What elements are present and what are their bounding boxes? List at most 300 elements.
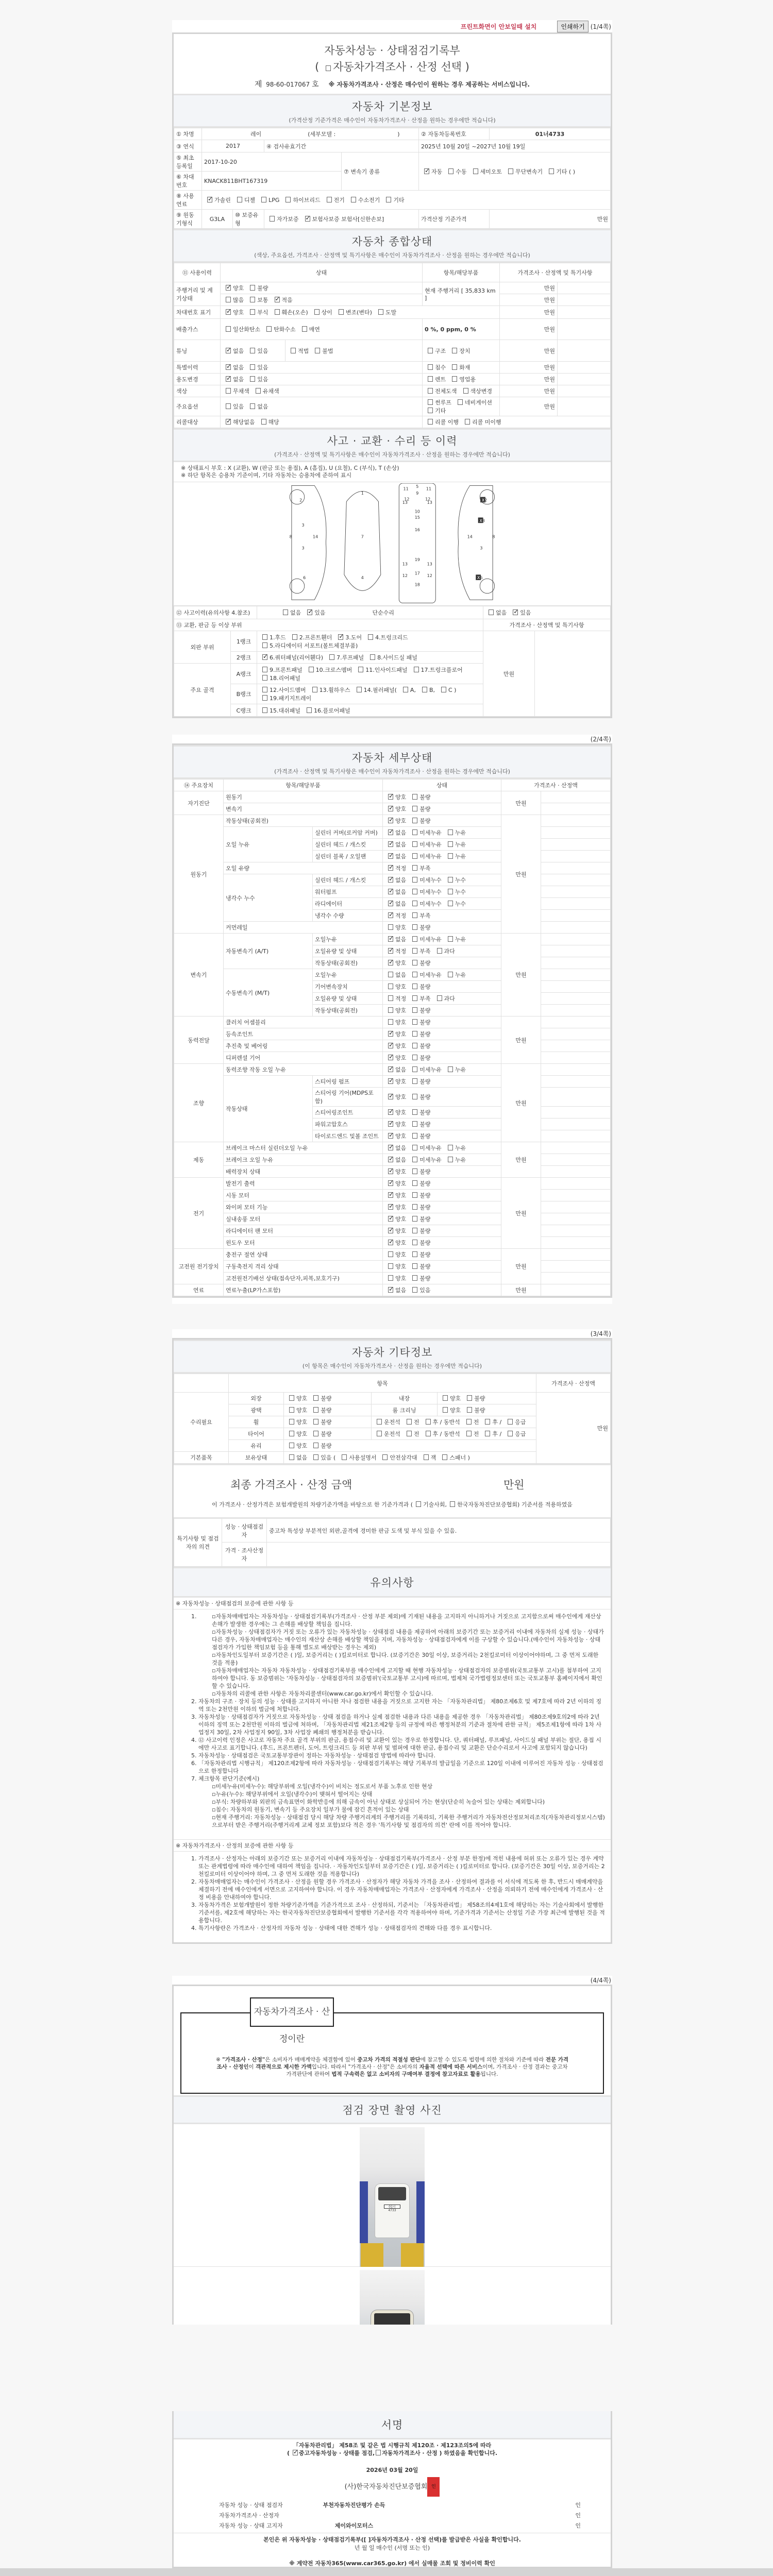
checkbox-option[interactable]: [385, 1077, 406, 1086]
checkbox-option[interactable]: [445, 900, 466, 908]
checkbox-option[interactable]: [409, 959, 430, 967]
checkbox-icon[interactable]: [250, 403, 255, 409]
checkbox-icon[interactable]: [351, 197, 356, 202]
checkbox-option[interactable]: [425, 375, 446, 383]
checked-box-icon[interactable]: [226, 376, 231, 382]
checkbox-option[interactable]: [286, 1453, 307, 1462]
checkbox-icon[interactable]: [302, 326, 307, 332]
checkbox-option[interactable]: [385, 1274, 406, 1282]
checked-box-icon[interactable]: [388, 1157, 393, 1162]
checkbox-icon[interactable]: [256, 388, 261, 394]
checkbox-option[interactable]: [482, 1418, 501, 1426]
checkbox-option[interactable]: [385, 1108, 406, 1116]
checkbox-option[interactable]: [409, 805, 430, 813]
checkbox-option[interactable]: [421, 1453, 436, 1462]
checkbox-option[interactable]: [463, 1430, 479, 1438]
checkbox-icon[interactable]: [412, 829, 417, 835]
checkbox-option[interactable]: [247, 347, 268, 355]
checkbox-option[interactable]: [385, 864, 406, 872]
checkbox-option[interactable]: [425, 387, 457, 395]
checkbox-option[interactable]: [425, 406, 446, 415]
checkbox-option[interactable]: [409, 1108, 430, 1116]
checkbox-icon[interactable]: [448, 889, 453, 894]
checked-box-icon[interactable]: [262, 654, 267, 660]
checkbox-icon[interactable]: [412, 1275, 417, 1281]
checkbox-option[interactable]: [385, 1215, 406, 1223]
checkbox-icon[interactable]: [412, 948, 417, 954]
checkbox-option[interactable]: [263, 325, 296, 333]
checkbox-option[interactable]: [439, 1453, 470, 1462]
checkbox-option[interactable]: [445, 840, 466, 849]
checkbox-option[interactable]: [409, 947, 430, 955]
checkbox-option[interactable]: [385, 1093, 406, 1101]
checkbox-option[interactable]: [404, 1430, 419, 1438]
checkbox-option[interactable]: [272, 296, 293, 304]
horizontal-scrollbar[interactable]: [0, 2568, 773, 2576]
checked-box-icon[interactable]: [513, 609, 518, 615]
checkbox-option[interactable]: [365, 633, 408, 641]
checkbox-icon[interactable]: [315, 348, 320, 353]
checkbox-option[interactable]: [258, 418, 279, 426]
checkbox-option[interactable]: [385, 1262, 406, 1270]
checkbox-option[interactable]: [438, 687, 456, 693]
checked-box-icon[interactable]: [226, 285, 231, 291]
checkbox-icon[interactable]: [428, 419, 433, 425]
checkbox-option[interactable]: [445, 852, 466, 860]
checkbox-option[interactable]: [385, 1286, 406, 1294]
checkbox-icon[interactable]: [508, 1419, 513, 1425]
checkbox-icon[interactable]: [428, 399, 433, 405]
checkbox-option[interactable]: [310, 1394, 331, 1402]
checkbox-option[interactable]: [409, 1065, 442, 1074]
checkbox-icon[interactable]: [313, 1407, 318, 1413]
checkbox-icon[interactable]: [313, 1419, 318, 1425]
checkbox-icon[interactable]: [226, 326, 231, 332]
checkbox-option[interactable]: [423, 1430, 460, 1438]
checkbox-option[interactable]: [223, 418, 255, 426]
checkbox-option[interactable]: [385, 1179, 406, 1188]
checkbox-option[interactable]: [385, 1018, 406, 1026]
checkbox-option[interactable]: [445, 1144, 466, 1152]
checkbox-icon[interactable]: [327, 197, 332, 202]
checkbox-icon[interactable]: [412, 853, 417, 859]
checkbox-icon[interactable]: [262, 642, 267, 648]
checkbox-icon[interactable]: [262, 707, 267, 713]
checkbox-option[interactable]: [409, 1093, 430, 1101]
checked-box-icon[interactable]: [388, 865, 393, 871]
checkbox-option[interactable]: [310, 1442, 331, 1450]
checkbox-icon[interactable]: [428, 388, 433, 394]
checkbox-option[interactable]: [409, 840, 442, 849]
checkbox-icon[interactable]: [226, 403, 231, 409]
checkbox-option[interactable]: [385, 947, 406, 955]
checkbox-option[interactable]: [335, 308, 372, 316]
checkbox-option[interactable]: [385, 876, 406, 884]
checkbox[interactable]: [450, 1501, 455, 1507]
checkbox-icon[interactable]: [262, 687, 267, 692]
checkbox-option[interactable]: [409, 1042, 430, 1050]
checkbox-option[interactable]: [409, 1227, 430, 1235]
checkbox-icon[interactable]: [412, 818, 417, 823]
checked-box-icon[interactable]: [388, 1078, 393, 1084]
checkbox-option[interactable]: [409, 1156, 442, 1164]
checkbox-option[interactable]: [223, 284, 244, 292]
checkbox-icon[interactable]: [412, 1109, 417, 1115]
checkbox-option[interactable]: [354, 686, 397, 694]
checkbox-option[interactable]: [409, 1054, 430, 1062]
checkbox-option[interactable]: [449, 347, 470, 355]
checkbox-icon[interactable]: [412, 1133, 417, 1139]
checkbox-option[interactable]: [445, 167, 466, 176]
checkbox-icon[interactable]: [275, 309, 280, 315]
checkbox-option[interactable]: [409, 923, 430, 931]
checkbox-option[interactable]: [425, 418, 459, 426]
checkbox-icon[interactable]: [412, 912, 417, 918]
checkbox-icon[interactable]: [442, 1454, 447, 1460]
checkbox-option[interactable]: [409, 971, 442, 979]
checkbox-icon[interactable]: [412, 1031, 417, 1037]
checkbox-icon[interactable]: [466, 1419, 472, 1425]
checkbox-icon[interactable]: [549, 168, 554, 174]
checkbox-icon[interactable]: [388, 1019, 393, 1025]
checked-box-icon[interactable]: [388, 1031, 393, 1037]
checkbox-option[interactable]: [223, 375, 244, 383]
checkbox-icon[interactable]: [428, 364, 433, 370]
checkbox-icon[interactable]: [485, 1431, 490, 1436]
checkbox-icon[interactable]: [283, 609, 288, 615]
checkbox-icon[interactable]: [412, 865, 417, 871]
checkbox-icon[interactable]: [412, 1216, 417, 1222]
checkbox-option[interactable]: [247, 402, 268, 411]
checkbox-icon[interactable]: [412, 1240, 417, 1245]
checked-box-icon[interactable]: [388, 960, 393, 965]
checkbox-icon[interactable]: [458, 399, 463, 405]
checkbox-option[interactable]: [385, 1239, 406, 1247]
checkbox-icon[interactable]: [313, 1443, 318, 1448]
checkbox-option[interactable]: [409, 793, 430, 801]
checkbox-icon[interactable]: [424, 1454, 429, 1460]
checkbox-icon[interactable]: [412, 794, 417, 800]
checkbox-option[interactable]: [306, 666, 352, 674]
checkbox-icon[interactable]: [289, 1395, 294, 1401]
checkbox-option[interactable]: [385, 935, 406, 943]
checkbox-option[interactable]: [385, 1042, 406, 1050]
checkbox-option[interactable]: [375, 308, 396, 316]
checkbox-icon[interactable]: [437, 995, 442, 1001]
checkbox-icon[interactable]: [412, 1094, 417, 1099]
checkbox-icon[interactable]: [412, 1204, 417, 1210]
checkbox-icon[interactable]: [388, 1251, 393, 1257]
checkbox-option[interactable]: [409, 817, 430, 825]
checkbox-option[interactable]: [374, 1430, 400, 1438]
checkbox-icon[interactable]: [467, 1407, 472, 1413]
checked-box-icon[interactable]: [388, 818, 393, 823]
checkbox-icon[interactable]: [412, 1263, 417, 1269]
checkbox-option[interactable]: [324, 196, 345, 204]
checkbox-icon[interactable]: [407, 1419, 412, 1425]
checkbox-option[interactable]: [259, 706, 300, 715]
checked-box-icon[interactable]: [226, 364, 231, 370]
checkbox[interactable]: [376, 2450, 381, 2455]
checkbox-icon[interactable]: [463, 388, 468, 394]
checkbox-icon[interactable]: [452, 364, 457, 370]
checkbox-option[interactable]: [419, 687, 435, 693]
checkbox-icon[interactable]: [412, 1019, 417, 1025]
checkbox-icon[interactable]: [289, 1419, 294, 1425]
checkbox-option[interactable]: [385, 959, 406, 967]
checkbox-option[interactable]: [247, 308, 268, 316]
checkbox-icon[interactable]: [250, 364, 255, 370]
checkbox-option[interactable]: [409, 852, 442, 860]
checked-box-icon[interactable]: [388, 1216, 393, 1222]
checkbox-option[interactable]: [385, 1054, 406, 1062]
checkbox-icon[interactable]: [329, 654, 334, 660]
checked-box-icon[interactable]: [388, 912, 393, 918]
print-install-link[interactable]: 프린트화면이 안보일때 설치: [460, 23, 537, 30]
checkbox-icon[interactable]: [386, 197, 391, 202]
checkbox-icon[interactable]: [370, 654, 375, 660]
checkbox-option[interactable]: [355, 666, 407, 674]
checked-box-icon[interactable]: [388, 936, 393, 942]
checkbox-option[interactable]: [311, 308, 332, 316]
checkbox-icon[interactable]: [428, 376, 433, 382]
checkbox-icon[interactable]: [489, 609, 494, 615]
checkbox-icon[interactable]: [412, 1251, 417, 1257]
checkbox-icon[interactable]: [291, 348, 296, 353]
checkbox-icon[interactable]: [292, 634, 297, 640]
checkbox-icon[interactable]: [250, 376, 255, 382]
checkbox-icon[interactable]: [237, 197, 242, 202]
checkbox-icon[interactable]: [378, 309, 383, 315]
checkbox-icon[interactable]: [448, 829, 453, 835]
checkbox-icon[interactable]: [412, 960, 417, 965]
checkbox-option[interactable]: [385, 1144, 406, 1152]
checkbox-option[interactable]: [309, 686, 350, 694]
checkbox-option[interactable]: [282, 196, 320, 204]
checkbox-option[interactable]: [385, 1167, 406, 1176]
checkbox-option[interactable]: [409, 1018, 430, 1026]
checkbox-option[interactable]: [286, 1406, 307, 1414]
checkbox-option[interactable]: [409, 1239, 430, 1247]
checkbox-option[interactable]: [385, 840, 406, 849]
checkbox-option[interactable]: [253, 387, 279, 395]
checkbox-option[interactable]: [425, 398, 451, 406]
checkbox-option[interactable]: [445, 971, 466, 979]
checked-box-icon[interactable]: [388, 1109, 393, 1115]
checkbox-option[interactable]: [223, 308, 244, 316]
checkbox-option[interactable]: [462, 418, 501, 426]
price-survey-checkbox[interactable]: [326, 65, 331, 71]
checkbox-option[interactable]: [385, 1030, 406, 1038]
checkbox-icon[interactable]: [261, 419, 266, 425]
checkbox-icon[interactable]: [412, 1007, 417, 1013]
checkbox-option[interactable]: [385, 1203, 406, 1211]
checkbox-option[interactable]: [385, 1006, 406, 1014]
checked-box-icon[interactable]: [275, 297, 280, 302]
checkbox-option[interactable]: [247, 375, 268, 383]
checkbox-icon[interactable]: [403, 687, 408, 692]
checked-box-icon[interactable]: [338, 634, 343, 640]
checkbox-icon[interactable]: [412, 1287, 417, 1293]
checkbox-icon[interactable]: [448, 877, 453, 883]
checkbox-option[interactable]: [299, 325, 320, 333]
checkbox-option[interactable]: [223, 363, 244, 371]
checkbox-icon[interactable]: [448, 972, 453, 977]
checkbox-icon[interactable]: [452, 376, 457, 382]
checked-box-icon[interactable]: [388, 1043, 393, 1048]
checkbox-icon[interactable]: [226, 388, 231, 394]
checkbox-option[interactable]: [310, 1406, 331, 1414]
checkbox-icon[interactable]: [422, 687, 427, 692]
checkbox-icon[interactable]: [448, 853, 453, 859]
checkbox-icon[interactable]: [412, 1228, 417, 1233]
checkbox-option[interactable]: [409, 911, 430, 920]
checkbox-option[interactable]: [409, 1179, 430, 1188]
checkbox-icon[interactable]: [388, 924, 393, 930]
checked-box-icon[interactable]: [388, 877, 393, 883]
checkbox-option[interactable]: [247, 296, 268, 304]
checkbox-icon[interactable]: [448, 1157, 453, 1162]
checkbox-option[interactable]: [286, 1394, 307, 1402]
checkbox-option[interactable]: [385, 1250, 406, 1259]
checkbox-option[interactable]: [302, 215, 384, 223]
checkbox-icon[interactable]: [250, 285, 255, 291]
checkbox-option[interactable]: [385, 805, 406, 813]
checkbox-icon[interactable]: [226, 297, 231, 302]
checked-box-icon[interactable]: [388, 841, 393, 847]
checkbox-icon[interactable]: [313, 1454, 318, 1460]
checkbox-option[interactable]: [223, 387, 249, 395]
checkbox-option[interactable]: [259, 686, 306, 694]
checkbox-option[interactable]: [445, 1156, 466, 1164]
checkbox-icon[interactable]: [452, 348, 457, 353]
checkbox[interactable]: [416, 1501, 421, 1507]
checkbox-option[interactable]: [445, 888, 466, 896]
checkbox-option[interactable]: [223, 347, 244, 355]
checkbox-icon[interactable]: [448, 1145, 453, 1150]
checkbox-icon[interactable]: [412, 1157, 417, 1162]
checkbox-option[interactable]: [425, 363, 446, 371]
checkbox-icon[interactable]: [412, 841, 417, 847]
checked-box-icon[interactable]: [388, 1145, 393, 1150]
checkbox-icon[interactable]: [377, 1419, 382, 1425]
checkbox-option[interactable]: [482, 1430, 501, 1438]
checkbox-icon[interactable]: [412, 901, 417, 906]
checkbox-option[interactable]: [335, 633, 362, 641]
checkbox-option[interactable]: [434, 947, 455, 955]
checkbox-icon[interactable]: [339, 309, 344, 315]
checkbox-icon[interactable]: [266, 326, 272, 332]
checkbox-icon[interactable]: [313, 1395, 318, 1401]
checkbox-icon[interactable]: [412, 889, 417, 894]
checkbox-icon[interactable]: [412, 877, 417, 883]
checked-box-icon[interactable]: [207, 197, 212, 202]
checkbox-option[interactable]: [339, 1453, 376, 1462]
checked-box-icon[interactable]: [388, 1066, 393, 1072]
checkbox-icon[interactable]: [289, 1431, 294, 1436]
checked-box-icon[interactable]: [388, 901, 393, 906]
checkbox-icon[interactable]: [412, 1180, 417, 1186]
checkbox-option[interactable]: [266, 215, 299, 223]
checkbox-option[interactable]: [485, 608, 507, 617]
checkbox-icon[interactable]: [448, 841, 453, 847]
checkbox-option[interactable]: [464, 1406, 485, 1414]
checkbox-option[interactable]: [286, 1430, 307, 1438]
checkbox-option[interactable]: [259, 694, 311, 702]
checkbox-option[interactable]: [385, 923, 406, 931]
checkbox-icon[interactable]: [388, 995, 393, 1001]
checkbox-option[interactable]: [409, 1077, 430, 1086]
checkbox-option[interactable]: [445, 828, 466, 837]
checkbox-option[interactable]: [379, 1453, 417, 1462]
checked-box-icon[interactable]: [424, 168, 429, 174]
checkbox-option[interactable]: [247, 363, 268, 371]
checkbox-option[interactable]: [272, 308, 308, 316]
checkbox-icon[interactable]: [262, 667, 267, 672]
checkbox-option[interactable]: [409, 982, 430, 991]
checked-box-icon[interactable]: [388, 794, 393, 800]
checked-box-icon[interactable]: [388, 1094, 393, 1099]
checkbox-option[interactable]: [409, 1144, 442, 1152]
checkbox-option[interactable]: [409, 876, 442, 884]
checkbox-option[interactable]: [385, 888, 406, 896]
checked-box-icon[interactable]: [305, 216, 310, 222]
checkbox-option[interactable]: [409, 1167, 430, 1176]
checkbox-icon[interactable]: [437, 948, 442, 954]
checkbox-option[interactable]: [259, 674, 300, 682]
checkbox-icon[interactable]: [412, 806, 417, 811]
checkbox-option[interactable]: [440, 1394, 461, 1402]
checkbox[interactable]: [293, 2450, 298, 2455]
checkbox-option[interactable]: [385, 1132, 406, 1140]
checkbox-option[interactable]: [409, 994, 430, 1003]
checkbox-icon[interactable]: [309, 667, 314, 672]
checkbox-icon[interactable]: [412, 1192, 417, 1198]
checkbox-icon[interactable]: [426, 1419, 431, 1425]
checkbox-icon[interactable]: [289, 1454, 294, 1460]
checkbox-icon[interactable]: [388, 1007, 393, 1013]
checkbox-option[interactable]: [463, 1418, 479, 1426]
checkbox-option[interactable]: [310, 1430, 331, 1438]
checked-box-icon[interactable]: [388, 853, 393, 859]
checkbox-option[interactable]: [449, 375, 476, 383]
checkbox-icon[interactable]: [412, 1066, 417, 1072]
checkbox-icon[interactable]: [377, 1431, 382, 1436]
checkbox-option[interactable]: [385, 793, 406, 801]
checkbox-icon[interactable]: [412, 936, 417, 942]
checkbox-option[interactable]: [247, 284, 268, 292]
checkbox-option[interactable]: [385, 1156, 406, 1164]
checkbox-option[interactable]: [409, 935, 442, 943]
checkbox-option[interactable]: [421, 167, 442, 176]
checkbox-option[interactable]: [286, 1418, 307, 1426]
checkbox-option[interactable]: [400, 687, 416, 693]
checkbox-icon[interactable]: [443, 1395, 448, 1401]
checkbox-option[interactable]: [289, 633, 332, 641]
checkbox-option[interactable]: [464, 1394, 485, 1402]
checkbox-icon[interactable]: [250, 297, 255, 302]
checkbox-icon[interactable]: [262, 634, 267, 640]
checkbox-option[interactable]: [470, 167, 502, 176]
checkbox-icon[interactable]: [412, 1145, 417, 1150]
checkbox-icon[interactable]: [412, 1078, 417, 1084]
checkbox-icon[interactable]: [428, 408, 433, 413]
checked-box-icon[interactable]: [388, 1121, 393, 1127]
checkbox-option[interactable]: [259, 633, 286, 641]
checkbox-option[interactable]: [409, 1286, 430, 1294]
checkbox-option[interactable]: [460, 387, 493, 395]
checkbox-icon[interactable]: [388, 972, 393, 977]
